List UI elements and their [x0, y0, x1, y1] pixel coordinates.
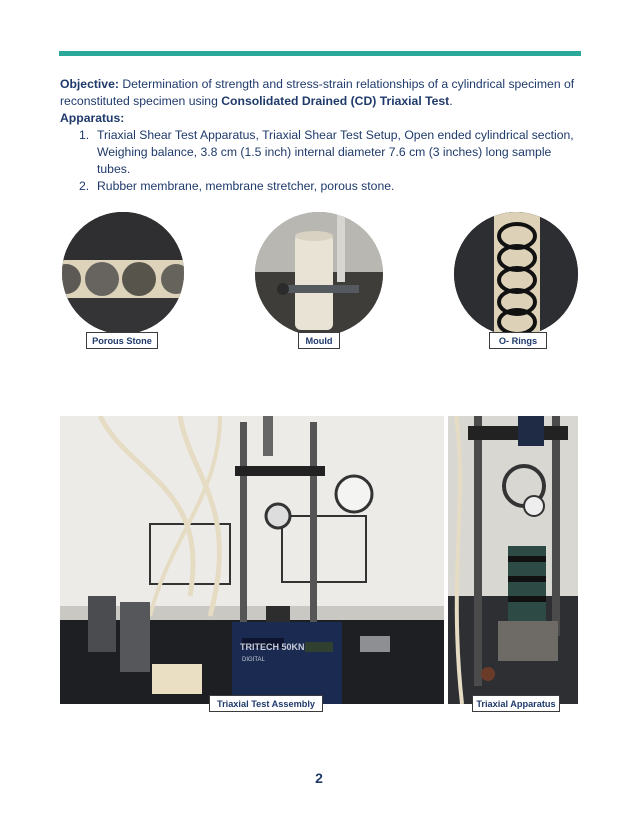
mould-photo [255, 212, 383, 336]
list-item [60, 178, 580, 195]
objective-end: . [449, 94, 453, 108]
o-rings-caption: O- Rings [489, 332, 547, 349]
machine-brand-label: TRITECH 50KN [240, 642, 305, 652]
triaxial-apparatus-photo [448, 416, 578, 704]
triaxial-apparatus-caption: Triaxial Apparatus [472, 695, 560, 712]
apparatus-heading: Apparatus: [60, 111, 125, 125]
triaxial-assembly-photo [60, 416, 444, 704]
o-rings-photo [454, 212, 578, 336]
objective-label: Objective: [60, 77, 119, 91]
test-name: Consolidated Drained (CD) Triaxial Test [221, 94, 450, 108]
page-number: 2 [315, 770, 323, 786]
objective-paragraph [60, 76, 580, 110]
mould-caption: Mould [298, 332, 340, 349]
triaxial-assembly-caption: Triaxial Test Assembly [209, 695, 323, 712]
porous-stone-photo [62, 212, 184, 334]
machine-sub-label: DIGITAL [242, 657, 265, 663]
apparatus-list [60, 127, 580, 195]
objective-text: Determination of strength and stress-strain relationships of a cylindrical specimen of reconstituted specimen using [60, 77, 575, 108]
list-text: Rubber membrane, membrane stretcher, porous stone. [97, 179, 395, 193]
list-item [60, 127, 580, 178]
list-number: 2. [79, 179, 90, 193]
porous-stone-caption: Porous Stone [86, 332, 158, 349]
list-text: Triaxial Shear Test Apparatus, Triaxial Shear Test Setup, Open ended cylindrical section, Weighing balance, 3.8 cm (1.5 inch) internal diameter 7.6 cm (3 inches) long sample tubes. [97, 128, 574, 176]
header-rule [59, 51, 581, 56]
list-number: 1. [79, 128, 90, 142]
body-text [60, 76, 580, 195]
